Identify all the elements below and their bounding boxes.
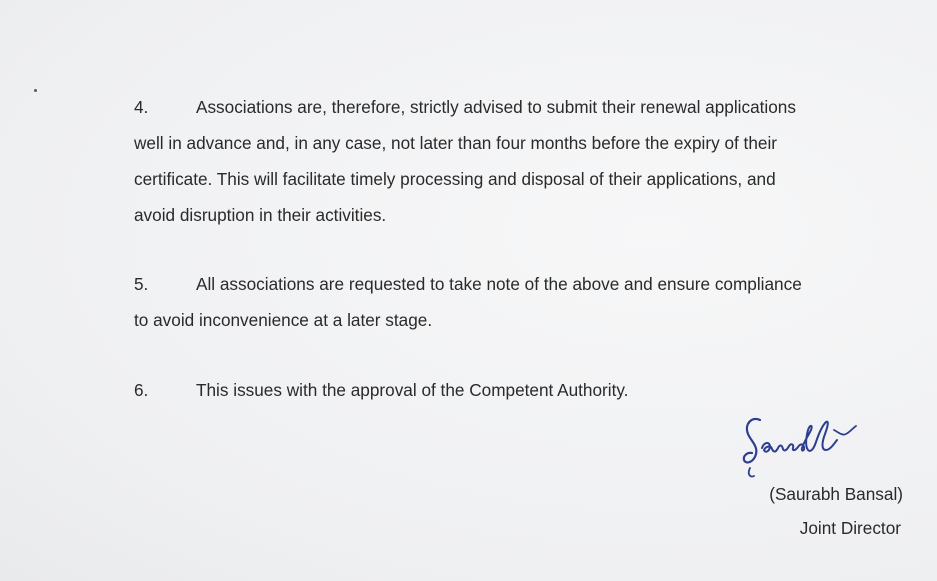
paragraph-6 [134, 372, 909, 408]
signatory-name: (Saurabh Bansal) [769, 484, 903, 504]
paragraph-4 [134, 89, 909, 233]
paragraph-number: 4. [134, 97, 149, 117]
paragraph-text: This issues with the approval of the Competent Authority. [196, 380, 629, 400]
paragraph-text: Associations are, therefore, strictly advised to submit their renewal applications [196, 97, 796, 117]
signatory-designation: Joint Director [799, 518, 901, 538]
paragraph-line [134, 266, 909, 302]
paragraph-line [134, 372, 909, 408]
paragraph-line [134, 89, 909, 125]
paragraph-5 [134, 266, 909, 338]
scan-speck [34, 89, 37, 92]
paragraph-text: All associations are requested to take note of the above and ensure compliance [196, 274, 802, 294]
paragraph-line: certificate. This will facilitate timely processing and disposal of their applications, and [134, 169, 776, 189]
handwritten-signature [738, 410, 868, 485]
paragraph-line: to avoid inconvenience at a later stage. [134, 310, 433, 330]
paragraph-number: 6. [134, 380, 149, 400]
paragraph-number: 5. [134, 274, 149, 294]
paragraph-line: well in advance and, in any case, not later than four months before the expiry of their [134, 133, 777, 153]
paragraph-line: avoid disruption in their activities. [134, 205, 387, 225]
